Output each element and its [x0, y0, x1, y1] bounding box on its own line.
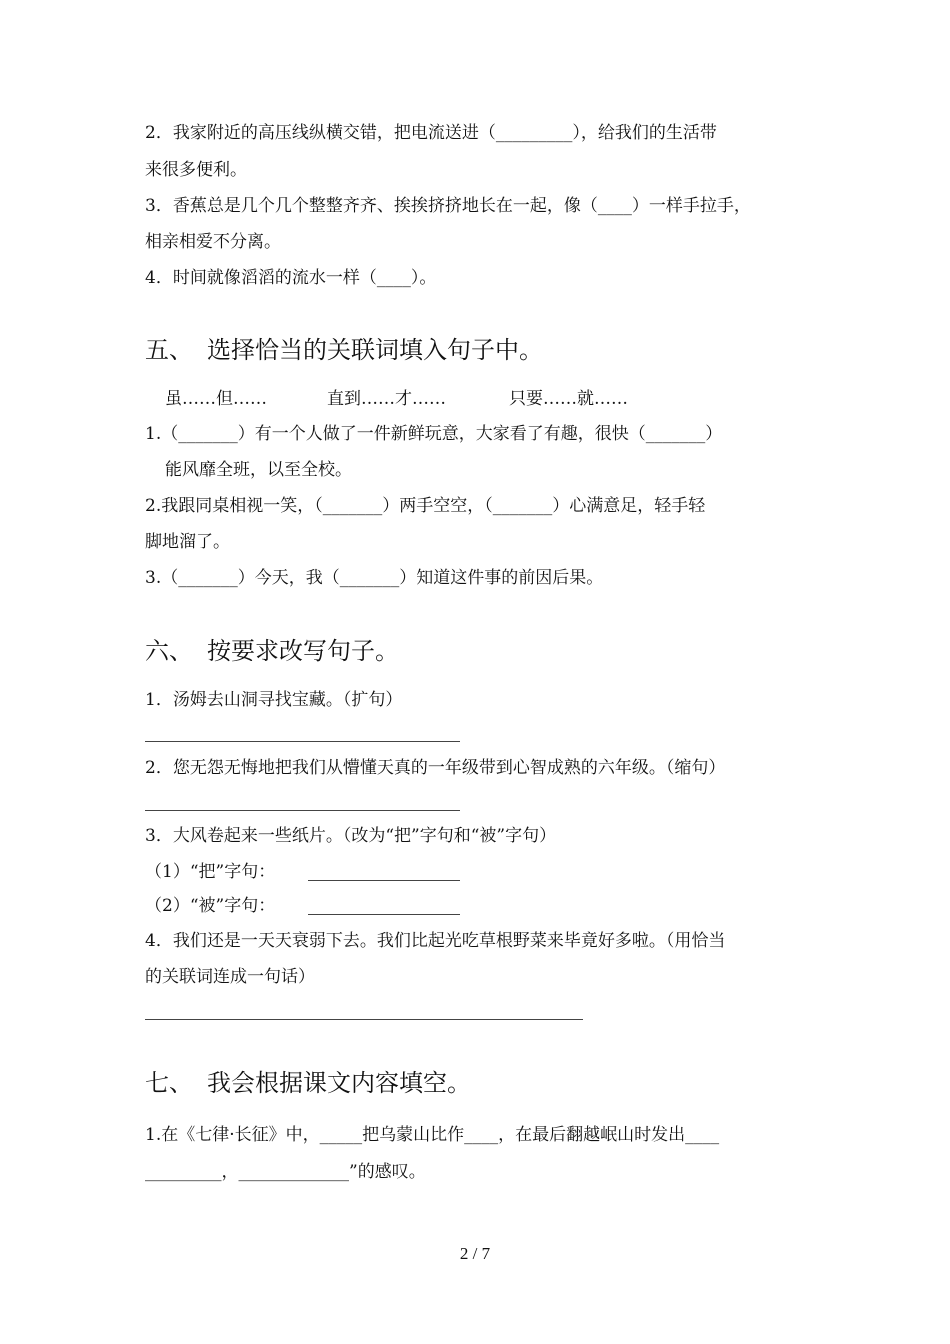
q6-item-4-line2: 的关联词连成一句话）: [145, 967, 315, 987]
section7-heading: [145, 1069, 471, 1097]
q4-item-3-line1: 3．香蕉总是几个几个整整齐齐、挨挨挤挤地长在一起，像（____）一样手拉手，: [145, 196, 751, 216]
answer-line-4: [145, 1019, 583, 1020]
answer-line-ba: [308, 880, 460, 881]
answer-line-2: [145, 810, 460, 811]
keyword-3: 只要……就……: [509, 389, 628, 409]
q6-item-1: 1．汤姆去山洞寻找宝藏。（扩句）: [145, 690, 403, 710]
q4-item-2-line1: 2．我家附近的高压线纵横交错，把电流送进（_________），给我们的生活带: [145, 123, 717, 143]
q5-item-2-line2: 脚地溜了。: [145, 532, 230, 552]
section6-heading: [145, 637, 399, 665]
q5-item-3: 3.（_______）今天，我（_______）知道这件事的前因后果。: [145, 568, 604, 588]
section7-title: 我会根据课文内容填空。: [207, 1069, 471, 1097]
section5-number: 五、: [145, 336, 193, 364]
keyword-2: 直到……才……: [327, 389, 446, 409]
section5-keywords: [165, 389, 628, 409]
q6-item-4-line1: 4．我们还是一天天衰弱下去。我们比起光吃草根野菜来毕竟好多啦。（用恰当: [145, 931, 726, 951]
section5-heading: [145, 336, 543, 364]
section5-title: 选择恰当的关联词填入句子中。: [207, 336, 543, 364]
q4-item-2-line2: 来很多便利。: [145, 160, 247, 180]
keyword-1: 虽……但……: [165, 389, 267, 409]
q6-item-3-ba: （1）“把”字句：: [145, 862, 276, 882]
q5-item-1-line2: 能风靡全班，以至全校。: [165, 460, 352, 480]
section6-title: 按要求改写句子。: [207, 637, 399, 665]
q6-item-3-bei: （2）“被”字句：: [145, 896, 276, 916]
q4-item-4: 4．时间就像滔滔的流水一样（____）。: [145, 268, 437, 288]
answer-line-1: [145, 741, 460, 742]
q6-item-3: 3．大风卷起来一些纸片。（改为“把”字句和“被”字句）: [145, 826, 557, 846]
q7-item-1-line2: _________，_____________”的感叹。: [145, 1162, 426, 1182]
q6-item-2: 2．您无怨无悔地把我们从懵懂天真的一年级带到心智成熟的六年级。（缩句）: [145, 758, 726, 778]
page-number: 2 / 7: [459, 1244, 491, 1263]
q7-item-1-line1: 1.在《七律·长征》中，_____把乌蒙山比作____，在最后翻越岷山时发出____: [145, 1125, 720, 1145]
q4-item-3-line2: 相亲相爱不分离。: [145, 232, 281, 252]
answer-line-bei: [308, 914, 460, 915]
q5-item-2-line1: 2.我跟同桌相视一笑，（_______）两手空空，（_______）心满意足，轻手轻: [145, 496, 706, 516]
q5-item-1-line1: 1.（_______）有一个人做了一件新鲜玩意，大家看了有趣，很快（_______）: [145, 424, 723, 444]
section6-number: 六、: [145, 637, 193, 665]
section7-number: 七、: [145, 1069, 193, 1097]
